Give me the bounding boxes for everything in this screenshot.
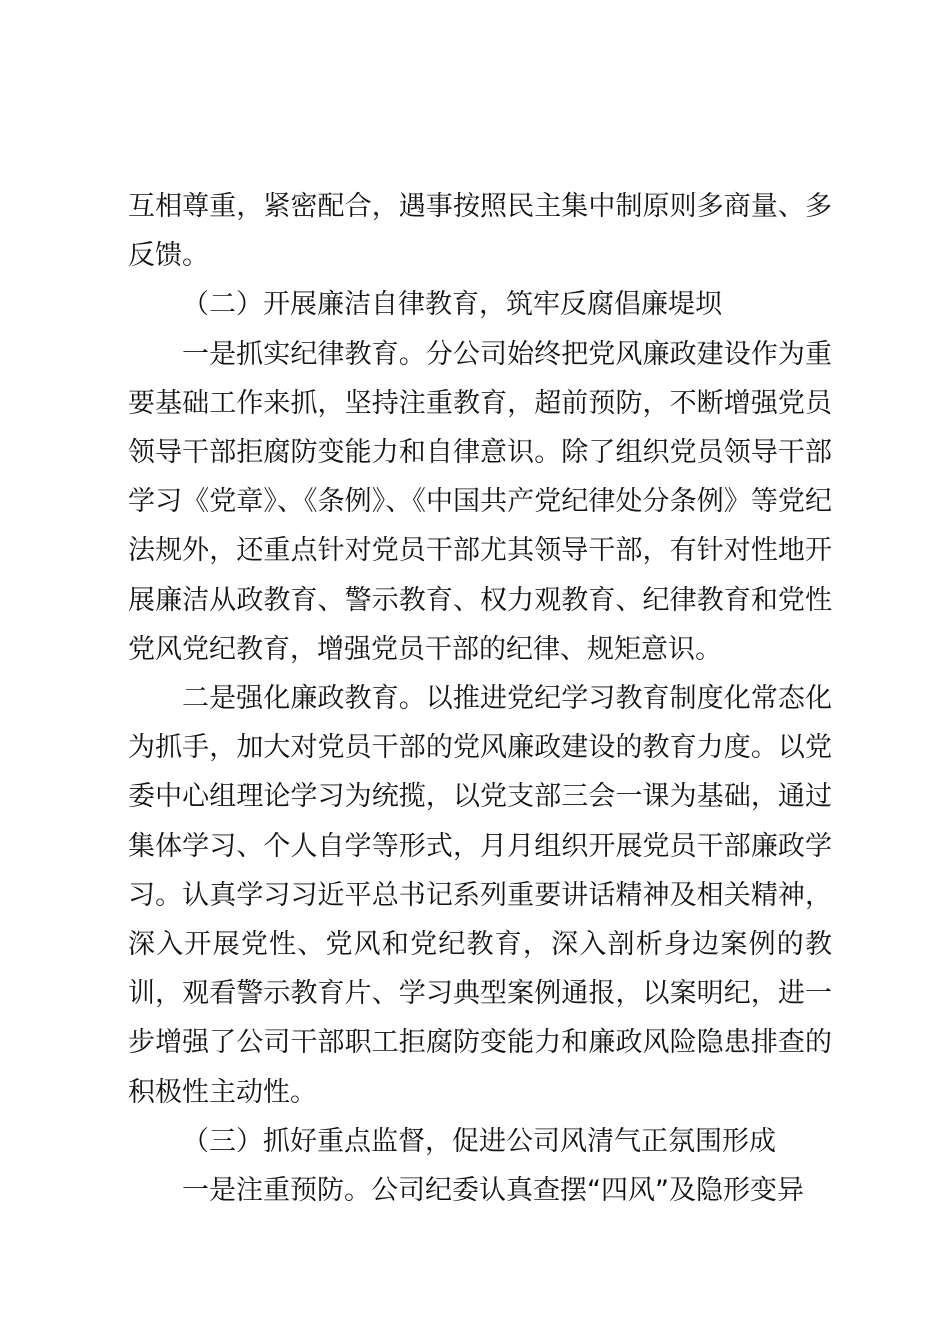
paragraph-prevention: 一是注重预防。公司纪委认真查摆“四风”及隐形变异 [182,1175,804,1207]
paragraph-integrity-education: 二是强化廉政教育。以推进党纪学习教育制度化常态化为抓手，加大对党员干部的党风廉政建设的教育力度。以党委中心组理论学习为统揽，以党支部三会一课为基础，通过集体学习、个人自学等形式，月月组织开展党员干部廉政学习。认真学习习近平总书记系列重要讲话精神及相关精神，深入开展党性、党风和党纪教育，深入剖析身边案例的教训，观看警示教育片、学习典型案例通报，以案明纪，进一步增强了公司干部职工拒腐防变能力和廉政风险隐患排查的积极性主动性。 [128,683,832,1108]
section-heading-3: （三）抓好重点监督，促进公司风清气正氛围形成 [182,1125,776,1157]
paragraph-discipline-education: 一是抓实纪律教育。分公司始终把党风廉政建设作为重要基础工作来抓，坚持注重教育，超前预防，不断增强党员领导干部拒腐防变能力和自律意识。除了组织党员领导干部学习《党章》、《条例》、《中国共产党纪律处分条例》等党纪法规外，还重点针对党员干部尤其领导干部，有针对性地开展廉洁从政教育、警示教育、权力观教育、纪律教育和党性党风党纪教育，增强党员干部的纪律、规矩意识。 [128,338,832,665]
document-body [128,182,832,1215]
section-heading-2: （二）开展廉洁自律教育，筑牢反腐倡廉堤坝 [182,289,722,321]
paragraph-continuation: 互相尊重，紧密配合，遇事按照民主集中制原则多商量、多反馈。 [128,191,832,272]
